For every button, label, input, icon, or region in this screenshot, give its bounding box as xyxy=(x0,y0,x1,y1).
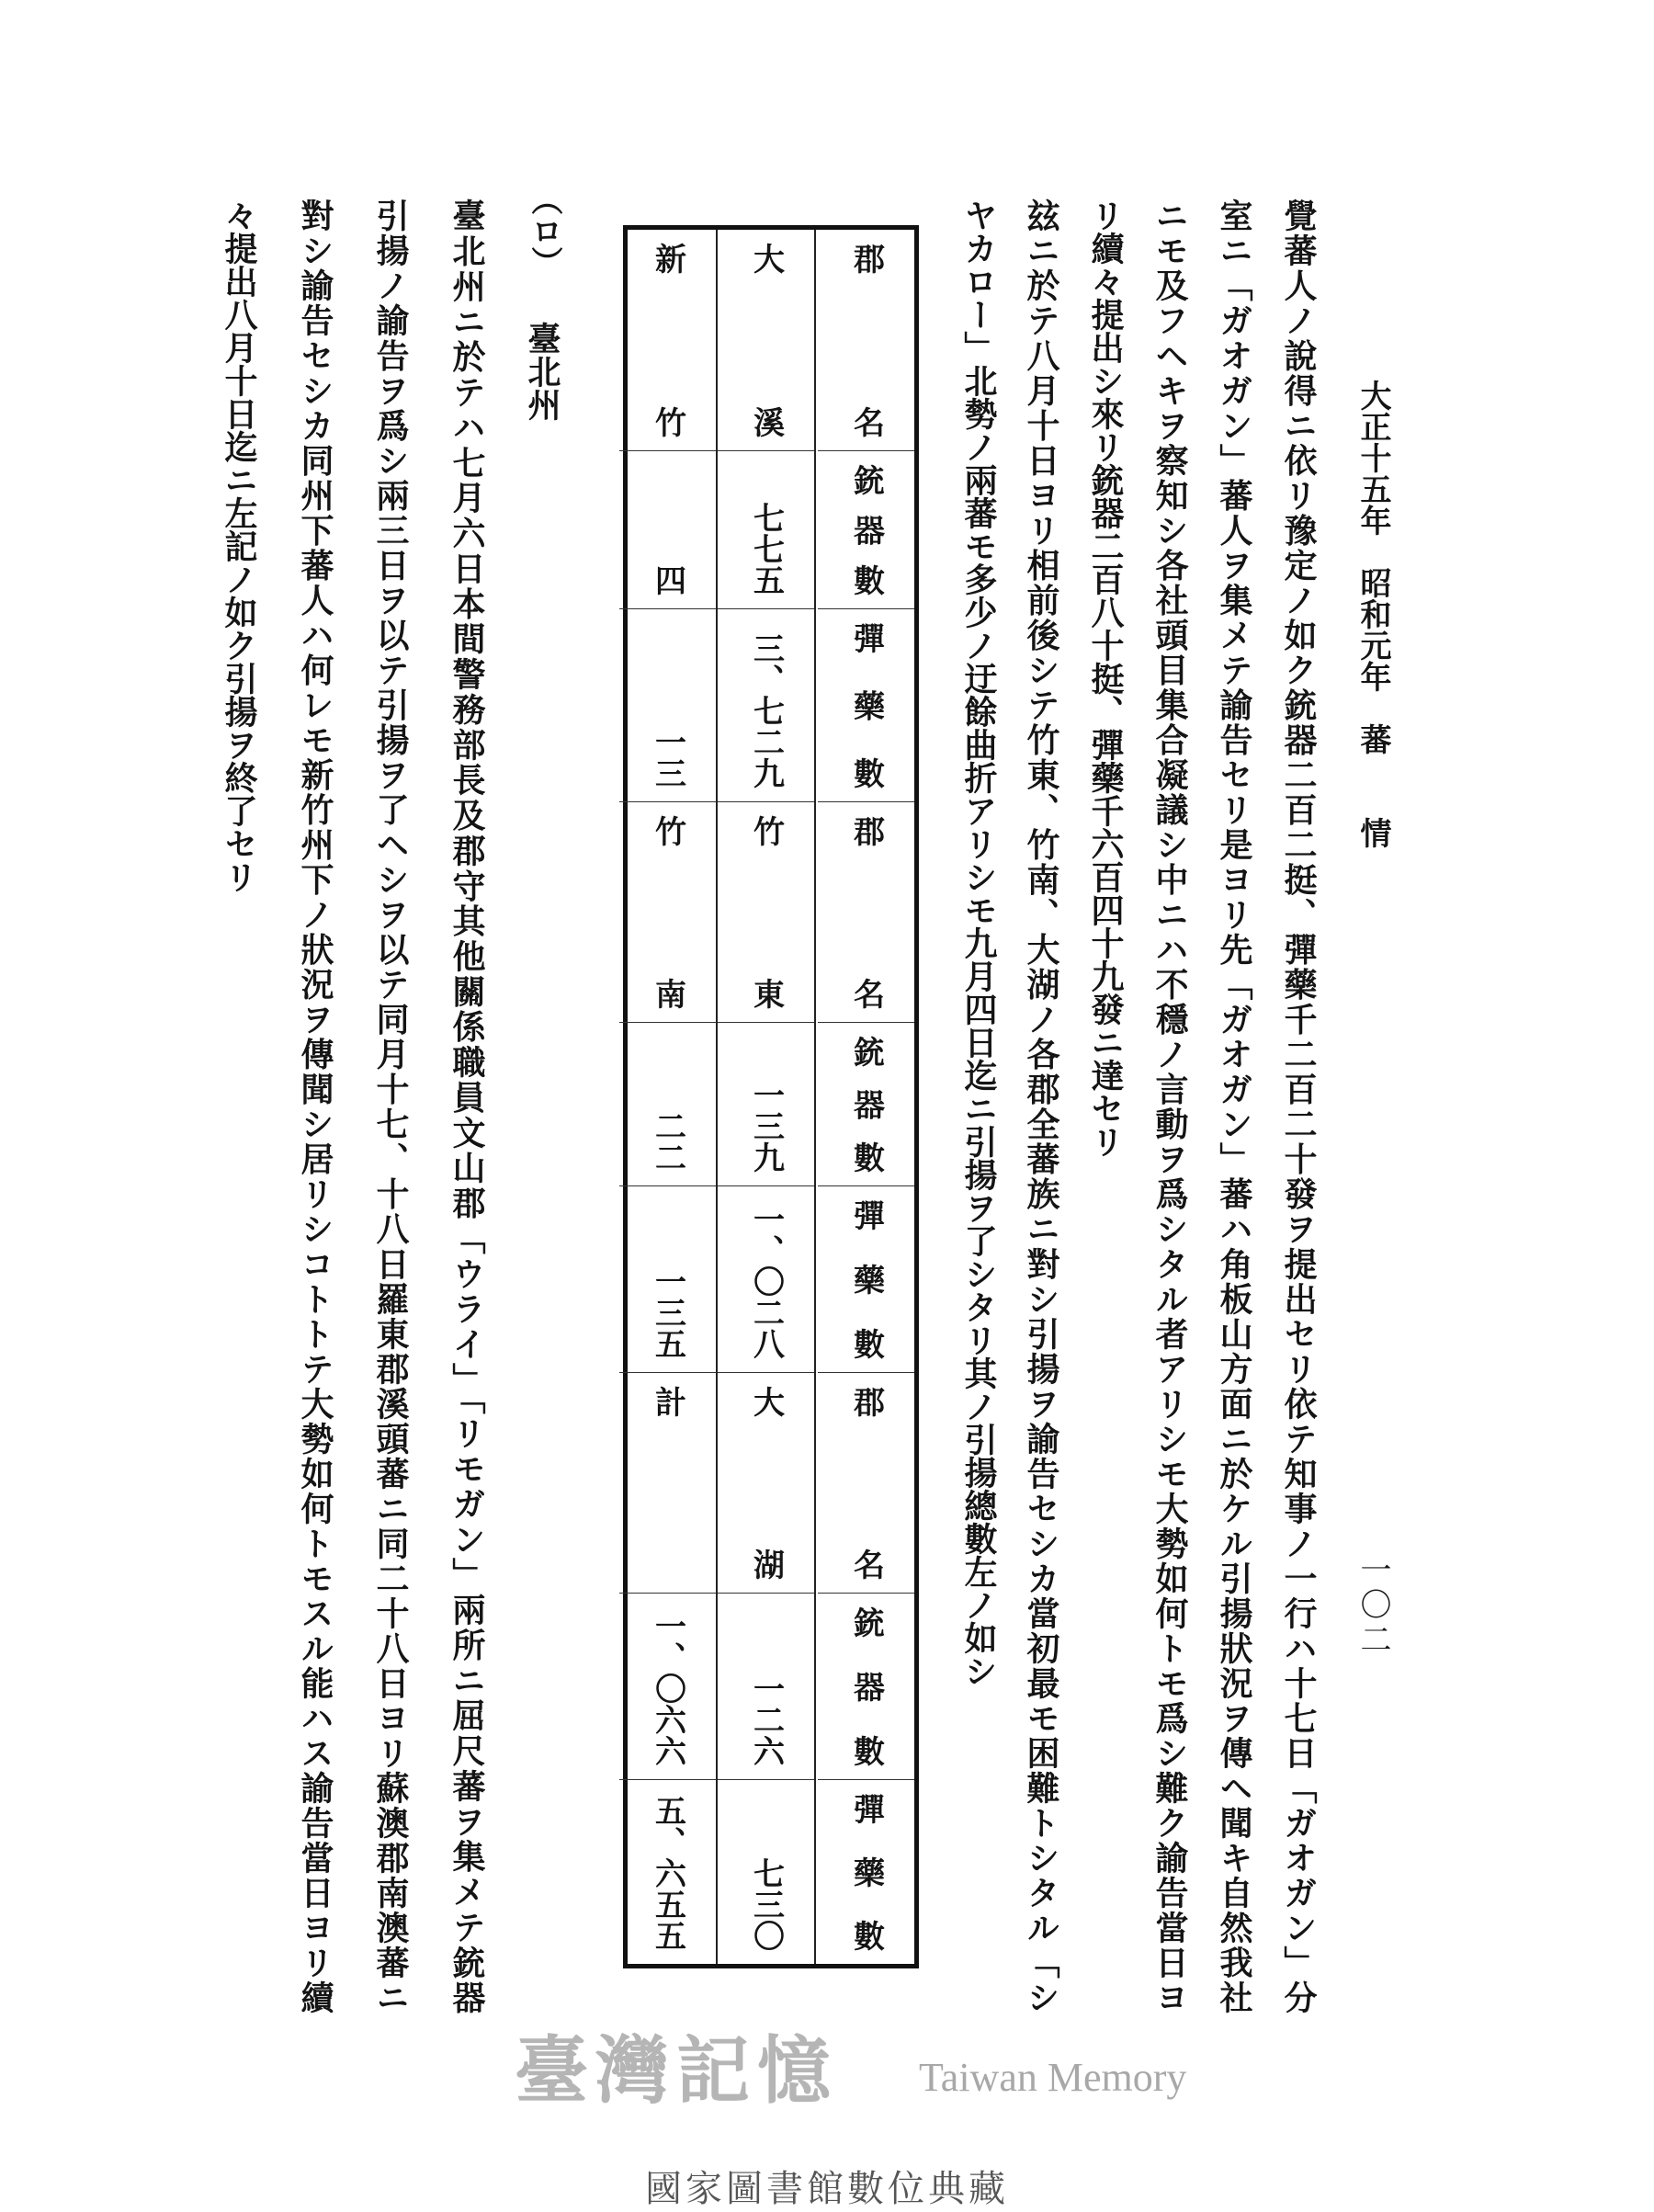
ammo-value: 一三 xyxy=(649,726,686,788)
header-text: 彈藥數 xyxy=(847,1199,885,1359)
section-line-4: 々提出八月十日迄ニ左記ノ如ク引揚ヲ終了セリ xyxy=(220,199,258,893)
guns-value: 一、〇六六 xyxy=(649,1610,686,1766)
district-cell xyxy=(619,230,716,451)
guns-cell xyxy=(619,1594,716,1780)
table-header-column xyxy=(818,230,914,1964)
total-label-cell xyxy=(619,1373,716,1594)
guns-cell xyxy=(619,1023,716,1186)
guns-value: 一三九 xyxy=(747,1079,785,1173)
withdrawal-table xyxy=(623,225,919,1968)
ammo-value: 七三〇 xyxy=(747,1857,785,1951)
district-name: 大溪 xyxy=(747,243,785,437)
table-header-cell xyxy=(818,1594,914,1780)
table-header-cell xyxy=(818,802,914,1023)
table-header-cell xyxy=(818,609,914,802)
guns-value: 四 xyxy=(649,564,686,596)
watermark-subtitle: Taiwan Memory xyxy=(919,2055,1187,2100)
table-header-cell xyxy=(818,1186,914,1373)
guns-value: 一二六 xyxy=(747,1673,785,1766)
ammo-cell xyxy=(619,609,716,802)
guns-cell xyxy=(718,1594,814,1780)
body-line-5: 玆ニ於テ八月十日ヨリ相前後シテ竹東、竹南、大湖ノ各郡全蕃族ニ對シ引揚ヲ諭告セシカ當初最モ困難トシタル「シ xyxy=(1022,199,1060,2014)
ammo-cell xyxy=(619,1186,716,1373)
ammo-cell xyxy=(718,1186,814,1373)
body-line-1: 覺蕃人ノ說得ニ依リ豫定ノ如ク銃器二百二挺、彈藥千二百二十發ヲ提出セリ依テ知事ノ一行ハ十七日「ガオガン」分 xyxy=(1279,199,1318,2014)
section-label: （ロ） xyxy=(526,184,562,278)
guns-cell xyxy=(718,451,814,609)
ammo-value: 五、六五五 xyxy=(649,1795,686,1951)
section-line-2: 引揚ノ諭告ヲ爲シ兩三日ヲ以テ引揚ヲ了ヘシヲ以テ同月十七、十八日羅東郡溪頭蕃ニ同二十八日ヨリ蘇澳郡南澳蕃ニ xyxy=(371,199,410,2013)
table-row xyxy=(619,230,718,1964)
page-number: 一〇二 xyxy=(1354,1553,1391,1658)
table-header-cell xyxy=(818,1780,914,1964)
header-text: 銃器數 xyxy=(847,464,885,596)
district-cell xyxy=(718,802,814,1023)
table-row xyxy=(718,230,816,1964)
guns-value: 二二 xyxy=(649,1110,686,1173)
header-text: 郡名 xyxy=(847,815,885,1009)
district-cell xyxy=(718,230,814,451)
total-label: 計 xyxy=(649,1386,686,1417)
body-line-6: ヤカロー」北勢ノ兩蕃モ多少ノ迂餘曲折アリシモ九月四日迄ニ引揚ヲ了シタリ其ノ引揚總數左ノ如シ xyxy=(959,199,998,1687)
guns-cell xyxy=(718,1023,814,1186)
district-name: 大湖 xyxy=(747,1386,785,1580)
body-line-4: リ續々提出シ來リ銃器二百八十挺、彈藥千六百四十九發ニ達セリ xyxy=(1086,199,1125,1158)
header-text: 彈藥數 xyxy=(847,1793,885,1951)
header-text: 彈藥數 xyxy=(847,622,885,788)
ammo-cell xyxy=(619,1780,716,1964)
footer-collection-credit: 國家圖書館數位典藏 xyxy=(645,2168,1009,2210)
table-header-cell xyxy=(818,1023,914,1186)
guns-value: 七七五 xyxy=(747,502,785,596)
district-cell xyxy=(718,1373,814,1594)
section-line-1: 臺北州ニ於テハ七月六日本間警務部長及郡守其他關係職員文山郡「ウライ」「リモガン」兩所ニ屈尺蕃ヲ集メテ銃器 xyxy=(447,199,486,2014)
section-title: 臺北州 xyxy=(523,322,561,421)
ammo-cell xyxy=(718,1780,814,1964)
district-name: 竹南 xyxy=(649,815,686,1009)
header-text: 銃器數 xyxy=(847,1606,885,1766)
table-header-cell xyxy=(818,230,914,451)
ammo-value: 一三五 xyxy=(649,1265,686,1359)
header-text: 郡名 xyxy=(847,1386,885,1580)
district-name: 新竹 xyxy=(649,243,686,437)
district-cell xyxy=(619,802,716,1023)
header-text: 銃器數 xyxy=(847,1036,885,1173)
ammo-cell xyxy=(718,609,814,802)
watermark-logo: 臺灣記憶 xyxy=(515,2027,838,2114)
table-header-cell xyxy=(818,1373,914,1594)
table-header-cell xyxy=(818,451,914,609)
running-header: 大正十五年 昭和元年 蕃 情 xyxy=(1354,380,1391,848)
body-line-3: ニモ及フヘキヲ察知シ各社頭目集合凝議シ中ニハ不穩ノ言動ヲ爲シタル者アリシモ大勢如何トモ爲シ難ク諭告當日ヨ xyxy=(1150,199,1189,2014)
header-text: 郡名 xyxy=(847,243,885,437)
ammo-value: 一、〇二八 xyxy=(747,1203,785,1359)
ammo-value: 三、七二九 xyxy=(747,632,785,788)
body-line-2: 室ニ「ガオガン」蕃人ヲ集メテ諭告セリ是ヨリ先「ガオガン」蕃ハ角板山方面ニ於ケル引揚狀況ヲ傳ヘ聞キ自然我社 xyxy=(1215,199,1253,2014)
section-line-3: 對シ諭告セシカ同州下蕃人ハ何レモ新竹州下ノ狀況ヲ傳聞シ居リシコトトテ大勢如何トモスル能ハス諭告當日ヨリ續 xyxy=(296,199,334,2013)
guns-cell xyxy=(619,451,716,609)
district-name: 竹東 xyxy=(747,815,785,1009)
